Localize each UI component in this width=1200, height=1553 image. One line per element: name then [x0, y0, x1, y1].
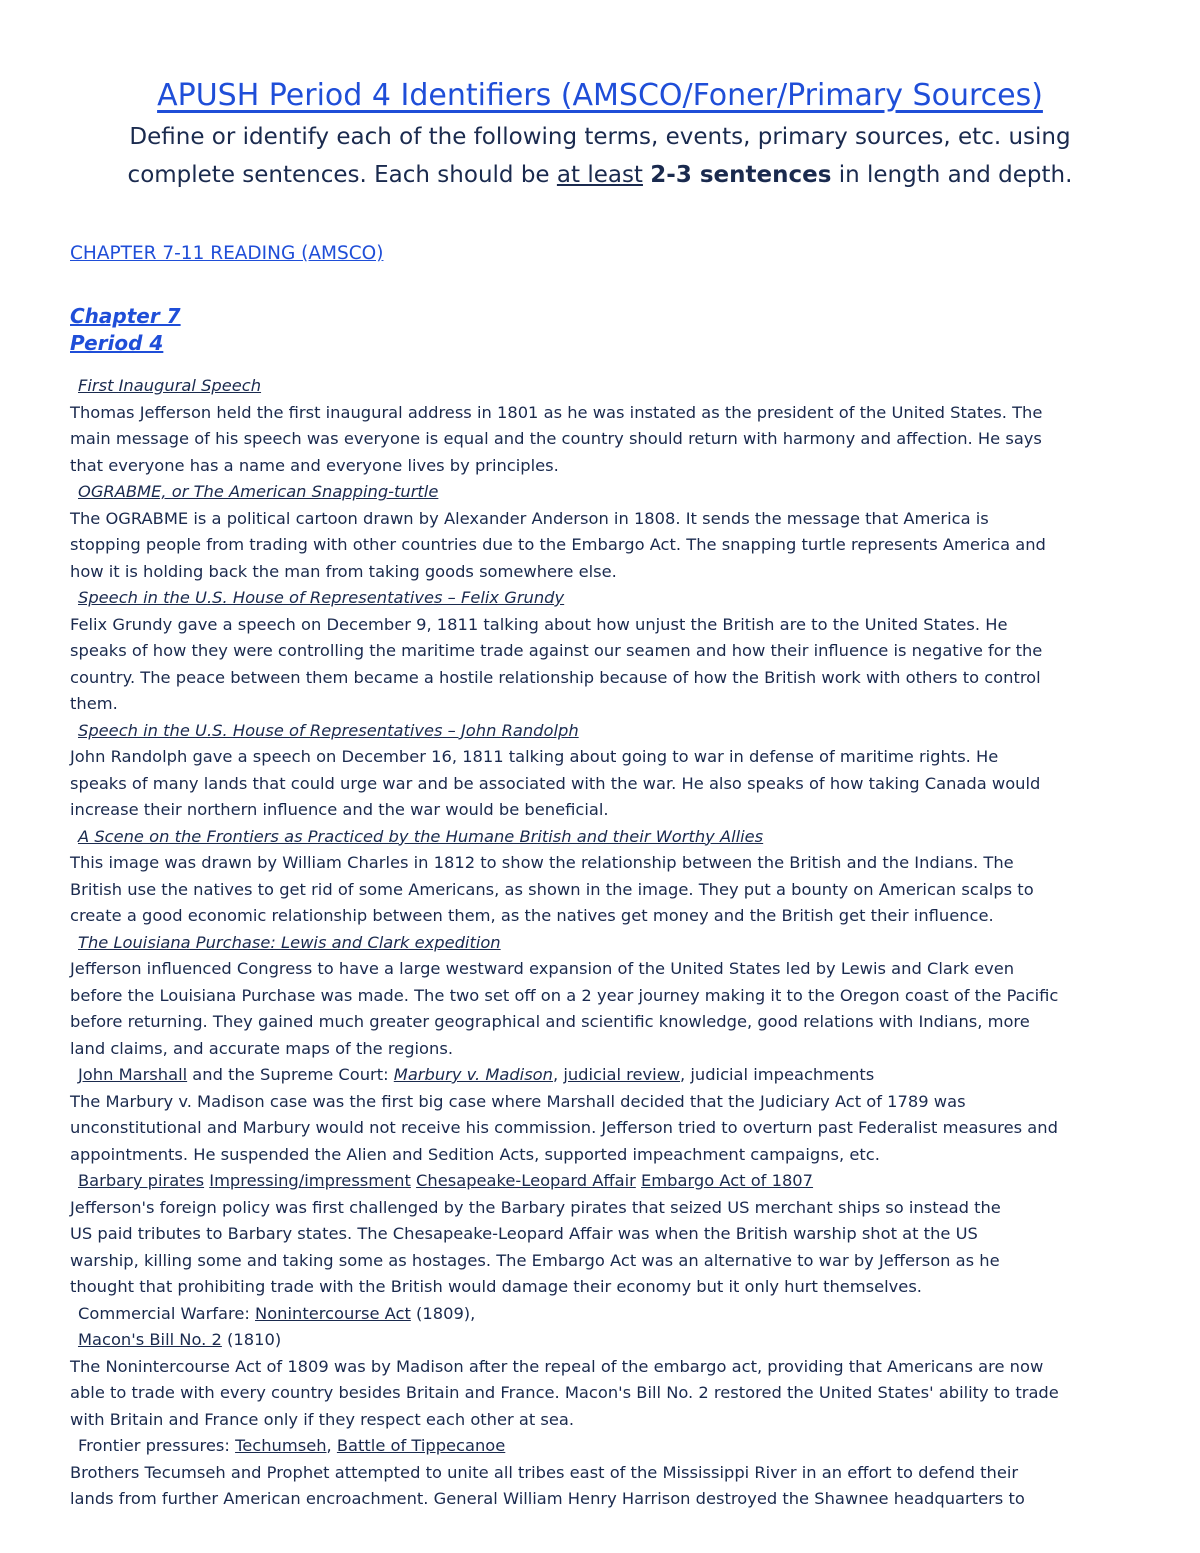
entry-line: able to trade with every country besides Britain and France. Macon's Bill No. 2 restored the United States' ability to trade — [70, 1383, 1059, 1402]
identifiers-content — [70, 373, 1140, 1513]
entry-line: them. — [70, 694, 118, 713]
chapter-heading: Chapter 7 — [70, 304, 181, 328]
entry-line: that everyone has a name and everyone lives by principles. — [70, 455, 559, 475]
heading-part: judicial review — [563, 1065, 681, 1084]
entry-heading-marshall — [70, 1062, 1140, 1089]
entry-line: how it is holding back the man from taking goods somewhere else. — [70, 561, 617, 581]
heading-part: , judicial impeachments — [680, 1065, 875, 1084]
entry-line: before returning. They gained much greater geographical and scientific knowledge, good relations with Indians, more — [70, 1012, 1030, 1031]
entry-line: unconstitutional and Marbury would not receive his commission. Jefferson tried to overturn past Federalist measures and — [70, 1118, 1058, 1137]
heading-part: Chesapeake-Leopard Affair — [416, 1171, 636, 1190]
entry-line: with Britain and France only if they respect each other at sea. — [70, 1409, 575, 1429]
entry-heading — [70, 373, 1140, 400]
entry-line: appointments. He suspended the Alien and Sedition Acts, supported impeachment campaigns, etc. — [70, 1144, 880, 1164]
entry-heading — [70, 479, 1140, 506]
entry-heading — [70, 930, 1140, 957]
instructions-bold: 2-3 sentences — [650, 162, 832, 188]
entry-line: Brothers Tecumseh and Prophet attempted to unite all tribes east of the Mississippi River in an effort to defend their — [70, 1462, 1019, 1482]
heading-part: John Marshall — [78, 1065, 188, 1084]
entry-line: warship, killing some and taking some as hostages. The Embargo Act was an alternative to war by Jefferson as he — [70, 1250, 1000, 1270]
entry-line: country. The peace between them became a hostile relationship because of how the British work with others to control — [70, 667, 1041, 687]
heading-part: Impressing/impressment — [209, 1171, 411, 1190]
entry-heading — [70, 824, 1140, 851]
entry-line: main message of his speech was everyone is equal and the country should return with harmony and affection. He says — [70, 429, 1042, 448]
entry-line: create a good economic relationship between them, as the natives get money and the British get their influence. — [70, 906, 994, 925]
instructions-line-2 — [60, 156, 1140, 194]
heading-part: Battle of Tippecanoe — [336, 1436, 506, 1455]
entry-title: The Louisiana Purchase: Lewis and Clark expedition — [78, 932, 501, 952]
entry-line: land claims, and accurate maps of the regions. — [70, 1038, 453, 1058]
entry-title: A Scene on the Frontiers as Practiced by the Humane British and their Worthy Allies — [78, 826, 764, 846]
entry-line: speaks of how they were controlling the maritime trade against our seamen and how their influence is negative for the — [70, 641, 1043, 660]
heading-part: Nonintercourse Act — [255, 1303, 411, 1323]
heading-part: , — [326, 1436, 337, 1455]
entry-heading-commercial-2 — [70, 1327, 1140, 1354]
entry-line: The Marbury v. Madison case was the first big case where Marshall decided that the Judiciary Act of 1789 was — [70, 1091, 966, 1111]
heading-part: Macon's Bill No. 2 — [78, 1330, 222, 1349]
entry-title: First Inaugural Speech — [78, 376, 262, 395]
instructions-text: complete sentences. Each should be — [127, 162, 557, 188]
entry-line: British use the natives to get rid of some Americans, as shown in the image. They put a bounty on American scalps to — [70, 879, 1034, 899]
period-heading: Period 4 — [70, 331, 164, 355]
entry-heading — [70, 718, 1140, 745]
entry-line: thought that prohibiting trade with the British would damage their economy but it only hurt themselves. — [70, 1277, 922, 1296]
entry-line: increase their northern influence and the war would be beneficial. — [70, 800, 609, 819]
heading-part: (1810) — [221, 1330, 282, 1349]
entry-line: This image was drawn by William Charles in 1812 to show the relationship between the British and the Indians. The — [70, 853, 1014, 872]
entry-line: Thomas Jefferson held the first inaugural address in 1801 as he was instated as the president of the United States. The — [70, 402, 1043, 422]
entry-line: John Randolph gave a speech on December 16, 1811 talking about going to war in defense of maritime rights. He — [70, 747, 999, 766]
heading-part: Frontier pressures: — [78, 1436, 236, 1455]
instructions-end: in length and depth. — [831, 162, 1073, 188]
section-heading: CHAPTER 7-11 READING (AMSCO) — [70, 243, 384, 264]
entry-line: before the Louisiana Purchase was made. The two set off on a 2 year journey making it to the Oregon coast of the Pacific — [70, 985, 1059, 1005]
entry-line: stopping people from trading with other countries due to the Embargo Act. The snapping turtle represents America and — [70, 535, 1046, 554]
entry-line: The Nonintercourse Act of 1809 was by Madison after the repeal of the embargo act, providing that Americans are now — [70, 1356, 1044, 1376]
entry-heading-frontier — [70, 1433, 1140, 1460]
heading-part: , — [552, 1065, 564, 1084]
instructions-underline: at least — [556, 162, 643, 188]
heading-part: and the Supreme Court: — [187, 1065, 394, 1084]
entry-line: lands from further American encroachment. General William Henry Harrison destroyed the Shawnee headquarters to — [70, 1489, 1025, 1508]
entry-line: The OGRABME is a political cartoon drawn by Alexander Anderson in 1808. It sends the message that America is — [70, 508, 989, 528]
heading-part: Commercial Warfare: — [78, 1303, 256, 1323]
heading-part: Embargo Act of 1807 — [641, 1171, 814, 1190]
heading-part: (1809), — [410, 1303, 476, 1323]
heading-part: Marbury v. Madison — [393, 1065, 553, 1084]
instructions-line-1: Define or identify each of the following terms, events, primary sources, etc. using — [129, 124, 1071, 150]
entry-title: Speech in the U.S. House of Representatives – John Randolph — [78, 720, 579, 740]
entry-heading-barbary — [70, 1168, 1140, 1195]
heading-part: Techumseh — [235, 1436, 327, 1455]
entry-line: US paid tributes to Barbary states. The Chesapeake-Leopard Affair was when the British warship shot at the US — [70, 1224, 978, 1243]
entry-heading-commercial — [70, 1301, 1140, 1328]
entry-heading — [70, 585, 1140, 612]
entry-line: Felix Grundy gave a speech on December 9, 1811 talking about how unjust the British are to the United States. He — [70, 614, 1008, 634]
entry-title: Speech in the U.S. House of Representatives – Felix Grundy — [78, 588, 565, 607]
entry-line: Jefferson influenced Congress to have a large westward expansion of the United States led by Lewis and Clark even — [70, 959, 1015, 978]
entry-line: speaks of many lands that could urge war and be associated with the war. He also speaks of how taking Canada would — [70, 773, 1041, 793]
entry-line: Jefferson's foreign policy was first challenged by the Barbary pirates that seized US merchant ships so instead the — [70, 1197, 1001, 1217]
entry-title: OGRABME, or The American Snapping-turtle — [78, 482, 439, 501]
page-instructions — [60, 118, 1140, 194]
page-title: APUSH Period 4 Identifiers (AMSCO/Foner/Primary Sources) — [157, 78, 1043, 113]
heading-part: Barbary pirates — [78, 1171, 205, 1190]
